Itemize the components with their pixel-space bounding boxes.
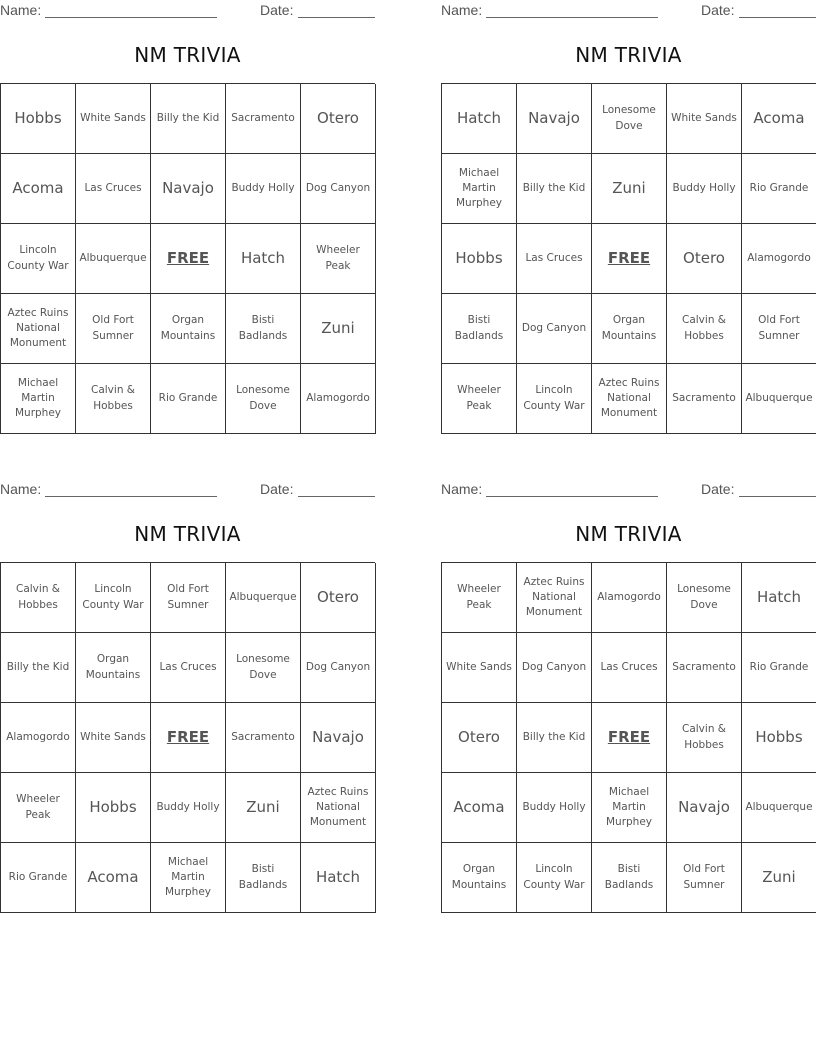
bingo-cell[interactable]: Michael Martin Murphey xyxy=(592,773,667,843)
bingo-cell[interactable]: Dog Canyon xyxy=(517,633,592,703)
bingo-cell[interactable]: Dog Canyon xyxy=(301,633,376,703)
bingo-cell[interactable]: Acoma xyxy=(742,84,816,154)
bingo-cell[interactable]: Hobbs xyxy=(742,703,816,773)
bingo-cell[interactable]: Acoma xyxy=(1,154,76,224)
bingo-cell[interactable]: Calvin & Hobbes xyxy=(667,294,742,364)
bingo-cell[interactable]: Albuquerque xyxy=(742,773,816,843)
bingo-cell[interactable]: White Sands xyxy=(667,84,742,154)
bingo-cell[interactable]: Old Fort Sumner xyxy=(151,563,226,633)
bingo-cell[interactable]: Hatch xyxy=(226,224,301,294)
bingo-cell[interactable]: Rio Grande xyxy=(742,633,816,703)
date-label: Date: xyxy=(701,2,735,18)
bingo-cell[interactable]: Rio Grande xyxy=(1,843,76,913)
bingo-card-3 xyxy=(0,479,375,919)
bingo-cell[interactable]: Alamogordo xyxy=(742,224,816,294)
bingo-card-1 xyxy=(0,0,375,440)
bingo-cell[interactable]: Hobbs xyxy=(1,84,76,154)
bingo-cell[interactable]: Dog Canyon xyxy=(301,154,376,224)
bingo-cell[interactable]: Bisti Badlands xyxy=(592,843,667,913)
bingo-cell[interactable]: Lincoln County War xyxy=(76,563,151,633)
bingo-cell[interactable]: Bisti Badlands xyxy=(226,294,301,364)
bingo-grid xyxy=(0,83,375,434)
name-label: Name: xyxy=(0,481,42,497)
bingo-cell[interactable]: Acoma xyxy=(76,843,151,913)
bingo-cell[interactable]: Old Fort Sumner xyxy=(76,294,151,364)
bingo-card-2 xyxy=(441,0,816,440)
bingo-cell[interactable]: Wheeler Peak xyxy=(442,364,517,434)
bingo-cell[interactable]: White Sands xyxy=(76,84,151,154)
name-field[interactable] xyxy=(45,496,217,497)
bingo-cell[interactable]: Wheeler Peak xyxy=(1,773,76,843)
date-field[interactable] xyxy=(739,17,816,18)
bingo-cell[interactable]: Lonesome Dove xyxy=(226,364,301,434)
bingo-cell[interactable]: Otero xyxy=(301,563,376,633)
bingo-cell[interactable]: Old Fort Sumner xyxy=(667,843,742,913)
bingo-cell[interactable]: Las Cruces xyxy=(151,633,226,703)
bingo-cell[interactable]: Wheeler Peak xyxy=(442,563,517,633)
bingo-cell[interactable]: Organ Mountains xyxy=(442,843,517,913)
name-field[interactable] xyxy=(486,17,658,18)
bingo-cell[interactable]: Lonesome Dove xyxy=(667,563,742,633)
bingo-cell[interactable]: Navajo xyxy=(667,773,742,843)
name-label: Name: xyxy=(441,481,483,497)
bingo-cell[interactable]: Alamogordo xyxy=(592,563,667,633)
name-field[interactable] xyxy=(486,496,658,497)
bingo-cell[interactable]: Hobbs xyxy=(442,224,517,294)
bingo-cell[interactable]: Navajo xyxy=(517,84,592,154)
free-space[interactable]: FREE xyxy=(592,224,667,294)
card-title: NM TRIVIA xyxy=(134,522,241,546)
bingo-cell[interactable]: Aztec Ruins National Monument xyxy=(301,773,376,843)
bingo-cell[interactable]: Sacramento xyxy=(226,703,301,773)
card-title: NM TRIVIA xyxy=(575,522,682,546)
bingo-cell[interactable]: Calvin & Hobbes xyxy=(1,563,76,633)
card-title: NM TRIVIA xyxy=(134,43,241,67)
name-date-header xyxy=(441,481,816,499)
bingo-cell[interactable]: Sacramento xyxy=(667,633,742,703)
bingo-cell[interactable]: Lincoln County War xyxy=(1,224,76,294)
date-field[interactable] xyxy=(298,17,375,18)
bingo-cell[interactable]: Billy the Kid xyxy=(517,154,592,224)
bingo-cell[interactable]: Lincoln County War xyxy=(517,843,592,913)
bingo-cell[interactable]: Hatch xyxy=(301,843,376,913)
name-date-header xyxy=(441,2,816,20)
bingo-cell[interactable]: Alamogordo xyxy=(301,364,376,434)
bingo-cell[interactable]: Billy the Kid xyxy=(1,633,76,703)
bingo-cell[interactable]: Billy the Kid xyxy=(151,84,226,154)
bingo-grid xyxy=(441,83,816,434)
bingo-cell[interactable]: Zuni xyxy=(301,294,376,364)
bingo-cell[interactable]: Bisti Badlands xyxy=(442,294,517,364)
bingo-cell[interactable]: Old Fort Sumner xyxy=(742,294,816,364)
name-date-header xyxy=(0,481,375,499)
bingo-cell[interactable]: Acoma xyxy=(442,773,517,843)
bingo-cell[interactable]: Billy the Kid xyxy=(517,703,592,773)
name-label: Name: xyxy=(0,2,42,18)
bingo-cell[interactable]: Buddy Holly xyxy=(517,773,592,843)
bingo-cell[interactable]: Rio Grande xyxy=(742,154,816,224)
bingo-cell[interactable]: Buddy Holly xyxy=(226,154,301,224)
bingo-cell[interactable]: Las Cruces xyxy=(517,224,592,294)
bingo-cell[interactable]: Organ Mountains xyxy=(76,633,151,703)
date-label: Date: xyxy=(260,2,294,18)
date-label: Date: xyxy=(260,481,294,497)
bingo-cell[interactable]: Michael Martin Murphey xyxy=(1,364,76,434)
bingo-cell[interactable]: Sacramento xyxy=(226,84,301,154)
bingo-cell[interactable]: Navajo xyxy=(151,154,226,224)
bingo-cell[interactable]: Lincoln County War xyxy=(517,364,592,434)
bingo-cell[interactable]: White Sands xyxy=(442,633,517,703)
bingo-cell[interactable]: Alamogordo xyxy=(1,703,76,773)
bingo-cell[interactable]: Calvin & Hobbes xyxy=(76,364,151,434)
bingo-cell[interactable]: Sacramento xyxy=(667,364,742,434)
date-label: Date: xyxy=(701,481,735,497)
bingo-cell[interactable]: Hatch xyxy=(742,563,816,633)
bingo-grid xyxy=(441,562,816,913)
bingo-cell[interactable]: Lonesome Dove xyxy=(226,633,301,703)
bingo-cell[interactable]: Albuquerque xyxy=(76,224,151,294)
bingo-cell[interactable]: Hatch xyxy=(442,84,517,154)
name-date-header xyxy=(0,2,375,20)
name-label: Name: xyxy=(441,2,483,18)
bingo-cell[interactable]: Las Cruces xyxy=(592,633,667,703)
date-field[interactable] xyxy=(739,496,816,497)
name-field[interactable] xyxy=(45,17,217,18)
bingo-cell[interactable]: Otero xyxy=(301,84,376,154)
bingo-card-4 xyxy=(441,479,816,919)
bingo-cell[interactable]: Hobbs xyxy=(76,773,151,843)
free-space[interactable]: FREE xyxy=(592,703,667,773)
bingo-cell[interactable]: Calvin & Hobbes xyxy=(667,703,742,773)
bingo-cell[interactable]: Las Cruces xyxy=(76,154,151,224)
bingo-cell[interactable]: Buddy Holly xyxy=(151,773,226,843)
free-space[interactable]: FREE xyxy=(151,703,226,773)
bingo-cell[interactable]: Lonesome Dove xyxy=(592,84,667,154)
bingo-cell[interactable]: Albuquerque xyxy=(226,563,301,633)
date-field[interactable] xyxy=(298,496,375,497)
bingo-cell[interactable]: Dog Canyon xyxy=(517,294,592,364)
bingo-cell[interactable]: White Sands xyxy=(76,703,151,773)
bingo-grid xyxy=(0,562,375,913)
bingo-cell[interactable]: Organ Mountains xyxy=(592,294,667,364)
bingo-cell[interactable]: Aztec Ruins National Monument xyxy=(1,294,76,364)
bingo-cell[interactable]: Buddy Holly xyxy=(667,154,742,224)
bingo-cell[interactable]: Otero xyxy=(442,703,517,773)
bingo-cell[interactable]: Zuni xyxy=(592,154,667,224)
bingo-cell[interactable]: Zuni xyxy=(226,773,301,843)
free-space[interactable]: FREE xyxy=(151,224,226,294)
bingo-cell[interactable]: Aztec Ruins National Monument xyxy=(517,563,592,633)
bingo-cell[interactable]: Bisti Badlands xyxy=(226,843,301,913)
bingo-cell[interactable]: Michael Martin Murphey xyxy=(151,843,226,913)
bingo-cell[interactable]: Navajo xyxy=(301,703,376,773)
bingo-cell[interactable]: Organ Mountains xyxy=(151,294,226,364)
bingo-cell[interactable]: Aztec Ruins National Monument xyxy=(592,364,667,434)
bingo-cell[interactable]: Otero xyxy=(667,224,742,294)
bingo-cell[interactable]: Wheeler Peak xyxy=(301,224,376,294)
bingo-cell[interactable]: Michael Martin Murphey xyxy=(442,154,517,224)
bingo-cell[interactable]: Rio Grande xyxy=(151,364,226,434)
bingo-cell[interactable]: Zuni xyxy=(742,843,816,913)
card-title: NM TRIVIA xyxy=(575,43,682,67)
bingo-cell[interactable]: Albuquerque xyxy=(742,364,816,434)
